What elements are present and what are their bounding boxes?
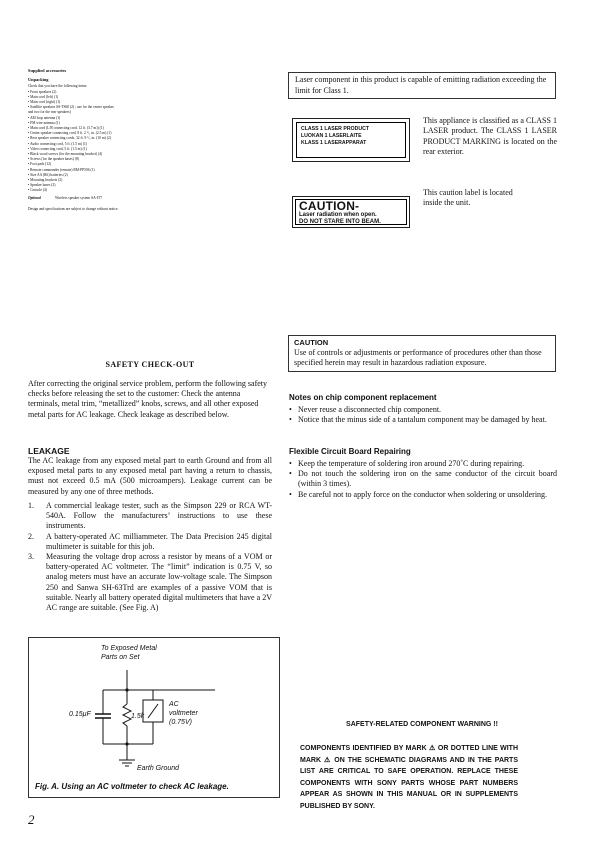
junction-dot bbox=[125, 742, 128, 745]
item-number: 3. bbox=[28, 552, 34, 562]
caution-label-title: CAUTION- bbox=[299, 199, 360, 213]
class1-laser-label bbox=[292, 118, 410, 162]
label-line: KLASS 1 LASERAPPARAT bbox=[301, 140, 367, 146]
flex-board-list bbox=[289, 459, 557, 500]
list-item bbox=[289, 490, 557, 500]
item-text: Never reuse a disconnected chip component. bbox=[298, 405, 442, 414]
list-item bbox=[289, 469, 557, 489]
item-text: A commercial leakage tester, such as the Simpson 229 or RCA WT-540A. Follow the manufacturers’ instructions to use these instruments. bbox=[46, 501, 272, 531]
laser-notice-box: Laser component in this product is capable of emitting radiation exceeding the limit for Class 1. bbox=[288, 72, 556, 99]
list-item: • Mounting brackets (2) bbox=[28, 178, 63, 183]
accessories-title: Supplied accessories bbox=[28, 68, 67, 73]
list-item: • Remote commander (remote) RM-PP506 (1) bbox=[28, 167, 95, 172]
bullet-icon: • bbox=[289, 469, 292, 479]
safety-checkout-intro: After correcting the original service problem, perform the following safety checks before releasing the set to the customer: Check the antenna terminals, metal trim, “metallized” knobs, screws, and all other exposed metal parts for AC leakage. Check leakage as described below. bbox=[28, 379, 268, 419]
optional-label: Optional bbox=[28, 195, 41, 200]
bullet-icon: • bbox=[289, 405, 292, 414]
optional-row bbox=[28, 196, 168, 201]
chip-notes-heading: Notes on chip component replacement bbox=[289, 393, 437, 402]
fig-capacitor-label: 0.15μF bbox=[69, 711, 91, 718]
item-text: Be careful not to apply force on the conductor when soldering or unsoldering. bbox=[298, 489, 548, 499]
unpacking-heading: Unpacking bbox=[28, 77, 49, 83]
leakage-methods bbox=[28, 501, 272, 613]
item-text: A battery-operated AC milliammeter. The Data Precision 245 digital multimeter is suitable for this job. bbox=[46, 531, 272, 551]
list-item: • Front speakers (2) bbox=[28, 89, 57, 94]
safety-warning-title: SAFETY-RELATED COMPONENT WARNING !! bbox=[346, 721, 498, 728]
item-text: Do not touch the soldering iron on the same conductor of the circuit board (within 3 times). bbox=[298, 469, 557, 489]
list-item: • Main cord (L/R connecting cord, 12 ft. (3.7 m)) (1) bbox=[28, 126, 104, 131]
caution-text: Use of controls or adjustments or performance of procedures other than those specified herein may result in hazardous radiation exposure. bbox=[294, 348, 542, 368]
item-number: 2. bbox=[28, 531, 34, 541]
list-item: • Foot pads (12) bbox=[28, 162, 52, 167]
fig-ground-label: Earth Ground bbox=[137, 765, 180, 772]
accessories-intro: Check that you have the following items: bbox=[28, 84, 88, 89]
list-item bbox=[28, 501, 272, 532]
fig-voltmeter-label: AC voltmeter (0.75V) bbox=[169, 701, 198, 726]
item-text: Notice that the minus side of a tantalum component may be damaged by heat. bbox=[298, 415, 547, 425]
list-item: • Size AA (R6) batteries (2) bbox=[28, 172, 68, 177]
list-item bbox=[28, 532, 272, 552]
bullet-icon: • bbox=[289, 459, 292, 468]
leakage-body: The AC leakage from any exposed metal part to earth Ground and from all exposed metal parts to any exposed metal part having a return to chassis, must not exceed 0.5 mA (500 microampers). Leakage current can be measured by any one of three methods. bbox=[28, 456, 272, 496]
item-text: Measuring the voltage drop across a resistor by means of a VOM or battery-operated AC voltmeter. The “limit” indication is 0.75 V, so analog meters must have an accurate low-voltage scale. The Simpson 250 and Sanwa SH-63Trd are examples of a passive VOM that is suitable. Nearly all battery operated digital multimeters that have a 2V AC range are suitable. (See Fig. A) bbox=[46, 552, 272, 613]
supplied-accessories bbox=[28, 68, 168, 212]
caution-laser-label bbox=[292, 196, 410, 228]
label-line: LUOKAN 1 LASERLAITE bbox=[301, 133, 362, 139]
figure-a bbox=[28, 637, 280, 798]
bullet-icon: • bbox=[289, 415, 292, 425]
accessories-list bbox=[28, 90, 168, 194]
safety-warning-body: COMPONENTS IDENTIFIED BY MARK ⚠ OR DOTTED LINE WITH MARK ⚠ ON THE SCHEMATIC DIAGRAMS AND IN THE PARTS LIST ARE CRITICAL TO SAFE OPERATION. REPLACE THESE COMPONENTS WITH SONY PARTS WHOSE PART NUMBERS APPEAR AS SHOWN IN THIS MANUAL OR IN SUPPLEMENTS PUBLISHED BY SONY. bbox=[300, 745, 518, 810]
label-line: Laser radiation when open. bbox=[299, 212, 377, 218]
optional-value: Wireless speaker system SA-IT7 bbox=[54, 195, 103, 200]
list-item: • Rear speaker connecting cords, 32 ft. 9 ⁵/₈ in. (10 m) (2) bbox=[28, 136, 111, 141]
list-item: • Main cord (left) (1) bbox=[28, 94, 59, 99]
list-item: • FM wire antenna (1) bbox=[28, 120, 60, 125]
list-item: • Main cord (right) (1) bbox=[28, 100, 61, 105]
list-item: • Black wood screws (for the mounting bracket) (4) bbox=[28, 152, 103, 157]
list-item: • Center speaker connecting cord, 8 ft. 2 ⁵/₈ in. (2.5 m) (1) bbox=[28, 131, 112, 136]
chip-notes-list bbox=[289, 405, 557, 425]
list-item: • Speaker bases (2) bbox=[28, 183, 56, 188]
label-line: DO NOT STARE INTO BEAM. bbox=[299, 218, 381, 225]
figure-caption: Fig. A. Using an AC voltmeter to check AC leakage. bbox=[35, 782, 229, 791]
spec-note: Design and specifications are subject to change without notice. bbox=[28, 206, 119, 211]
list-item: • Audio connecting cord, 5 ft. (1.5 m) (1) bbox=[28, 141, 88, 146]
bullet-icon: • bbox=[289, 489, 292, 499]
item-number: 1. bbox=[28, 501, 34, 510]
list-item: and two for the rear speakers) bbox=[28, 110, 71, 115]
page-number: 2 bbox=[28, 812, 35, 827]
fig-resistor-label: 1.5k bbox=[131, 713, 145, 720]
safety-checkout-title: SAFETY CHECK-OUT bbox=[105, 360, 195, 369]
junction-dot bbox=[125, 688, 128, 691]
list-item: • Video connecting cord, 5 ft. (1.5 m) (1) bbox=[28, 146, 87, 151]
list-item: • Screws (for the speaker bases) (8) bbox=[28, 157, 79, 162]
list-item bbox=[289, 405, 557, 415]
list-item bbox=[289, 459, 557, 469]
list-item: • AM loop antenna (1) bbox=[28, 115, 61, 120]
caution-label-location: This caution label is located inside the unit. bbox=[423, 188, 513, 207]
list-item: • Satellite speakers SS-TS60 (2) ; use for the center speaker, bbox=[28, 105, 115, 110]
item-text: Keep the temperature of soldering iron around 270˚C during repairing. bbox=[298, 459, 525, 468]
fig-top-label: To Exposed Metal Parts on Set bbox=[101, 645, 157, 661]
list-item: • Console (4) bbox=[28, 188, 48, 193]
flex-board-heading: Flexible Circuit Board Repairing bbox=[289, 447, 411, 456]
list-item bbox=[289, 415, 557, 425]
caution-box bbox=[288, 335, 556, 372]
class-description: This appliance is classified as a CLASS 1 LASER product. The CLASS 1 LASER PRODUCT MARKING is located on the rear exterior. bbox=[423, 116, 557, 156]
list-item bbox=[28, 552, 272, 613]
leakage-heading: LEAKAGE bbox=[28, 446, 70, 456]
caution-title: CAUTION bbox=[294, 338, 329, 347]
label-line: CLASS 1 LASER PRODUCT bbox=[301, 126, 370, 132]
